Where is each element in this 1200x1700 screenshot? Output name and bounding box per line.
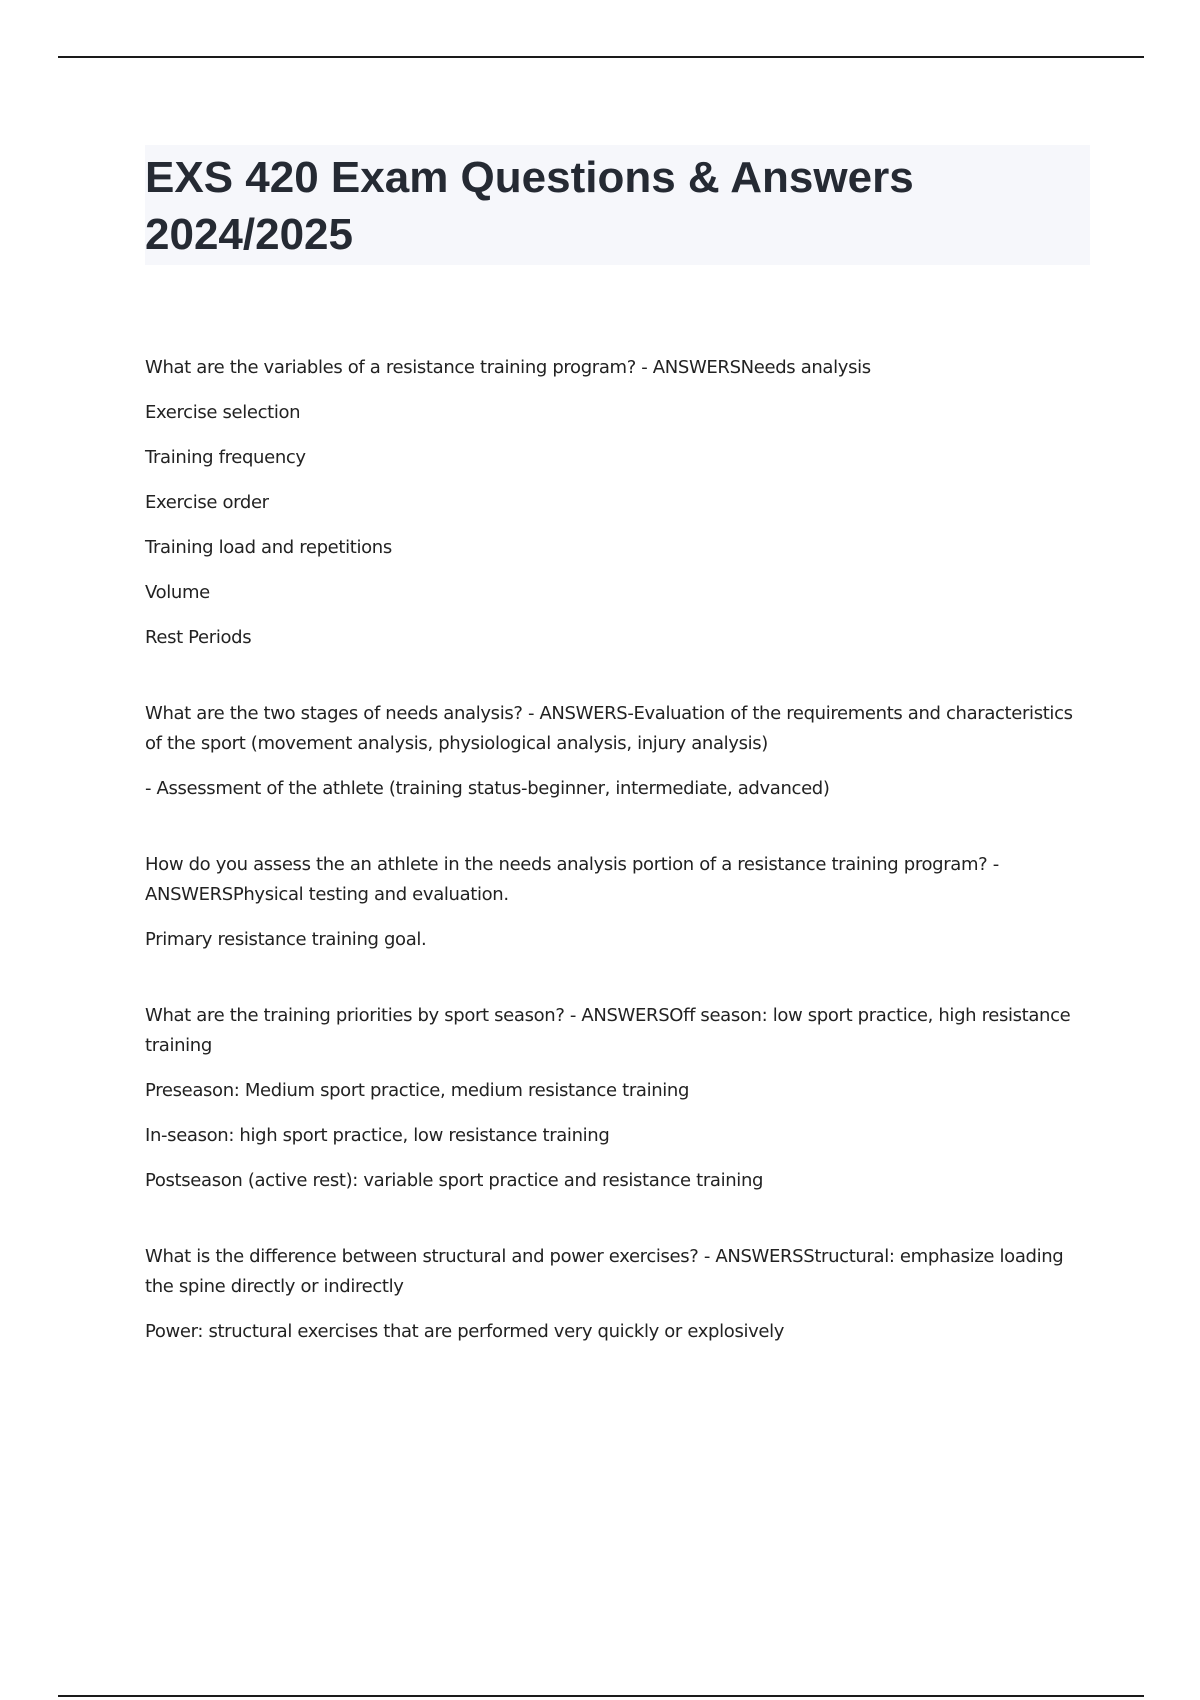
answer-line: - Assessment of the athlete (training status-beginner, intermediate, advanced) xyxy=(145,778,830,799)
title-block xyxy=(145,145,1090,265)
question-line: How do you assess the an athlete in the needs analysis portion of a resistance training program? - ANSWERSPhysical testing and evaluation. xyxy=(145,854,999,905)
qa-item xyxy=(145,850,1090,955)
answer-line: In-season: high sport practice, low resistance training xyxy=(145,1125,610,1146)
document-title: EXS 420 Exam Questions & Answers 2024/2025 xyxy=(145,153,914,259)
qa-item xyxy=(145,353,1090,653)
question-line: What are the two stages of needs analysis? - ANSWERS-Evaluation of the requirements and characteristics of the sport (movement analysis, physiological analysis, injury analysis) xyxy=(145,703,1073,754)
qa-list xyxy=(145,353,1090,1347)
answer-line: Primary resistance training goal. xyxy=(145,929,427,950)
bottom-rule xyxy=(58,1695,1144,1697)
document-page xyxy=(145,145,1090,1393)
answer-line: Volume xyxy=(145,582,210,603)
answer-line: Preseason: Medium sport practice, medium resistance training xyxy=(145,1080,690,1101)
answer-line: Postseason (active rest): variable sport practice and resistance training xyxy=(145,1170,764,1191)
answer-line: Rest Periods xyxy=(145,627,252,648)
qa-item xyxy=(145,1242,1090,1347)
answer-line: Training load and repetitions xyxy=(145,537,392,558)
answer-line: Exercise selection xyxy=(145,402,301,423)
answer-line: Power: structural exercises that are performed very quickly or explosively xyxy=(145,1321,785,1342)
top-rule xyxy=(58,56,1144,58)
answer-line: Training frequency xyxy=(145,447,306,468)
question-line: What is the difference between structural and power exercises? - ANSWERSStructural: emphasize loading the spine directly or indirectly xyxy=(145,1246,1064,1297)
qa-item xyxy=(145,699,1090,804)
qa-item xyxy=(145,1001,1090,1196)
question-line: What are the training priorities by sport season? - ANSWERSOff season: low sport practice, high resistance training xyxy=(145,1005,1071,1056)
answer-line: Exercise order xyxy=(145,492,269,513)
question-line: What are the variables of a resistance training program? - ANSWERSNeeds analysis xyxy=(145,357,871,378)
